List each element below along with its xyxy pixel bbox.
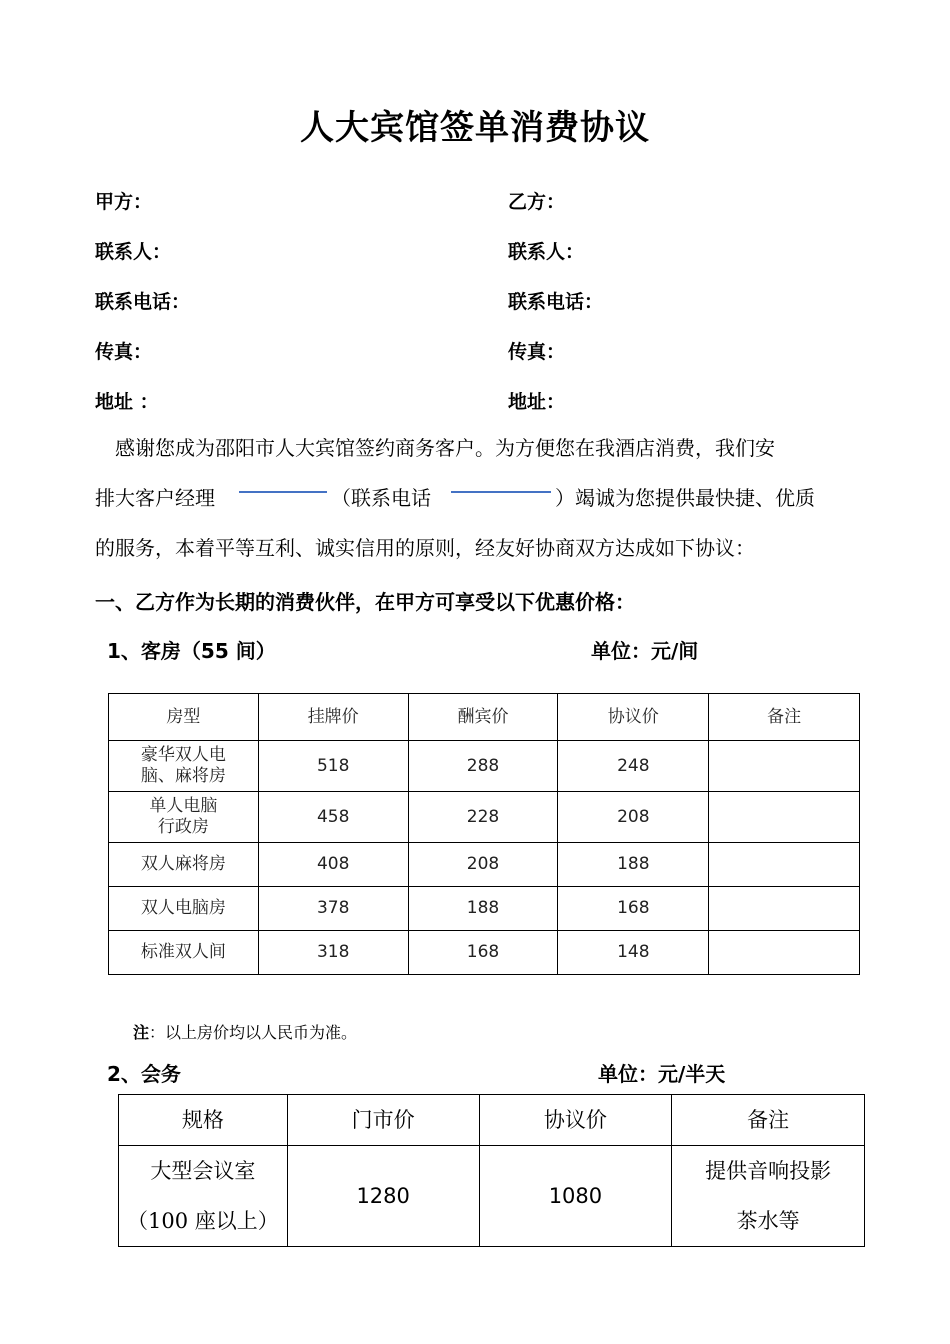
intro-line-1: 感谢您成为邵阳市人大宾馆签约商务客户。为方便您在我酒店消费，我们安 [115, 436, 775, 460]
meeting-table [118, 1094, 865, 1247]
room-type-line: 单人电脑 [149, 796, 218, 816]
meeting-header-cell: 备注 [672, 1095, 865, 1146]
promo-price-cell: 228 [408, 792, 558, 843]
table-row [119, 1146, 865, 1247]
promo-price-cell: 288 [408, 741, 558, 792]
meeting-note-cell [672, 1146, 865, 1247]
party-a-name-label: 甲方： [95, 191, 153, 213]
table-row [109, 741, 860, 792]
party-b-address-label: 地址： [508, 391, 566, 413]
promo-price-cell: 208 [408, 843, 558, 887]
room-type-cell [109, 792, 259, 843]
door-price-cell: 1280 [287, 1146, 479, 1247]
intro-paragraph [95, 423, 855, 573]
list-price-cell: 318 [258, 931, 408, 975]
party-a-contact-label: 联系人： [95, 241, 172, 263]
list-price-cell: 408 [258, 843, 408, 887]
intro-line-2c: ）竭诚为您提供最快捷、优质 [555, 486, 815, 510]
party-b-name-label: 乙方： [508, 191, 566, 213]
party-a-address-label: 地址 ： [95, 391, 159, 413]
meeting-header-row [119, 1095, 865, 1146]
section-1-heading: 一、乙方作为长期的消费伙伴，在甲方可享受以下优惠价格： [95, 590, 635, 614]
note-cell [709, 792, 860, 843]
room-type-line: 豪华双人电 [140, 745, 226, 765]
meeting-heading: 2、会务 [107, 1062, 181, 1086]
meeting-unit: 单位：元/半天 [598, 1062, 726, 1086]
table-row [109, 792, 860, 843]
rooms-header-cell: 备注 [709, 694, 860, 741]
meeting-note-line: 茶水等 [736, 1209, 800, 1233]
list-price-cell: 518 [258, 741, 408, 792]
note-cell [709, 931, 860, 975]
intro-line-2a: 排大客户经理 [95, 486, 215, 510]
agreed-price-cell: 208 [558, 792, 709, 843]
promo-price-cell: 168 [408, 931, 558, 975]
party-a-phone-label: 联系电话： [95, 291, 191, 313]
party-b-contact-label: 联系人： [508, 241, 585, 263]
rooms-header-cell: 酬宾价 [408, 694, 558, 741]
note-cell [709, 741, 860, 792]
rooms-unit: 单位：元/间 [591, 639, 699, 663]
room-type-cell: 双人电脑房 [109, 887, 259, 931]
agreed-price-cell: 188 [558, 843, 709, 887]
party-a-fax-label: 传真： [95, 341, 153, 363]
list-price-cell: 458 [258, 792, 408, 843]
meeting-header-cell: 门市价 [287, 1095, 479, 1146]
rooms-note-text: ：以上房价均以人民币为准。 [149, 1023, 358, 1042]
meeting-note-line: 提供音响投影 [705, 1159, 832, 1183]
spec-line: （100 座以上） [127, 1209, 279, 1233]
rooms-header-cell: 挂牌价 [258, 694, 408, 741]
rooms-note [133, 1020, 357, 1043]
room-type-cell: 标准双人间 [109, 931, 259, 975]
table-row [109, 843, 860, 887]
list-price-cell: 378 [258, 887, 408, 931]
table-row [109, 887, 860, 931]
agreed-price-cell: 248 [558, 741, 709, 792]
spec-line: 大型会议室 [150, 1159, 256, 1183]
promo-price-cell: 188 [408, 887, 558, 931]
agreed-price-cell: 168 [558, 887, 709, 931]
room-type-line: 脑、麻将房 [140, 766, 226, 786]
party-b-fax-label: 传真： [508, 341, 566, 363]
agreed-price-cell: 148 [558, 931, 709, 975]
intro-line-2b: （联系电话 [331, 486, 431, 510]
room-type-cell [109, 741, 259, 792]
intro-line-2 [95, 473, 855, 523]
party-b-phone-label: 联系电话： [508, 291, 604, 313]
note-cell [709, 843, 860, 887]
page-title: 人大宾馆签单消费协议 [300, 108, 650, 148]
meeting-agreed-price-cell: 1080 [479, 1146, 672, 1247]
note-cell [709, 887, 860, 931]
meeting-header-cell: 规格 [119, 1095, 288, 1146]
rooms-header-cell: 房型 [109, 694, 259, 741]
intro-line-3: 的服务，本着平等互利、诚实信用的原则，经友好协商双方达成如下协议： [95, 536, 755, 560]
rooms-header-cell: 协议价 [558, 694, 709, 741]
table-row [109, 931, 860, 975]
manager-name-blank [239, 491, 327, 493]
room-type-line: 行政房 [157, 817, 209, 837]
rooms-header-row [109, 694, 860, 741]
manager-phone-blank [451, 491, 551, 493]
room-type-cell: 双人麻将房 [109, 843, 259, 887]
meeting-header-cell: 协议价 [479, 1095, 672, 1146]
meeting-spec-cell [119, 1146, 288, 1247]
rooms-heading: 1、客房（55 间） [107, 639, 276, 663]
rooms-table [108, 693, 860, 975]
rooms-note-label: 注 [133, 1023, 150, 1042]
